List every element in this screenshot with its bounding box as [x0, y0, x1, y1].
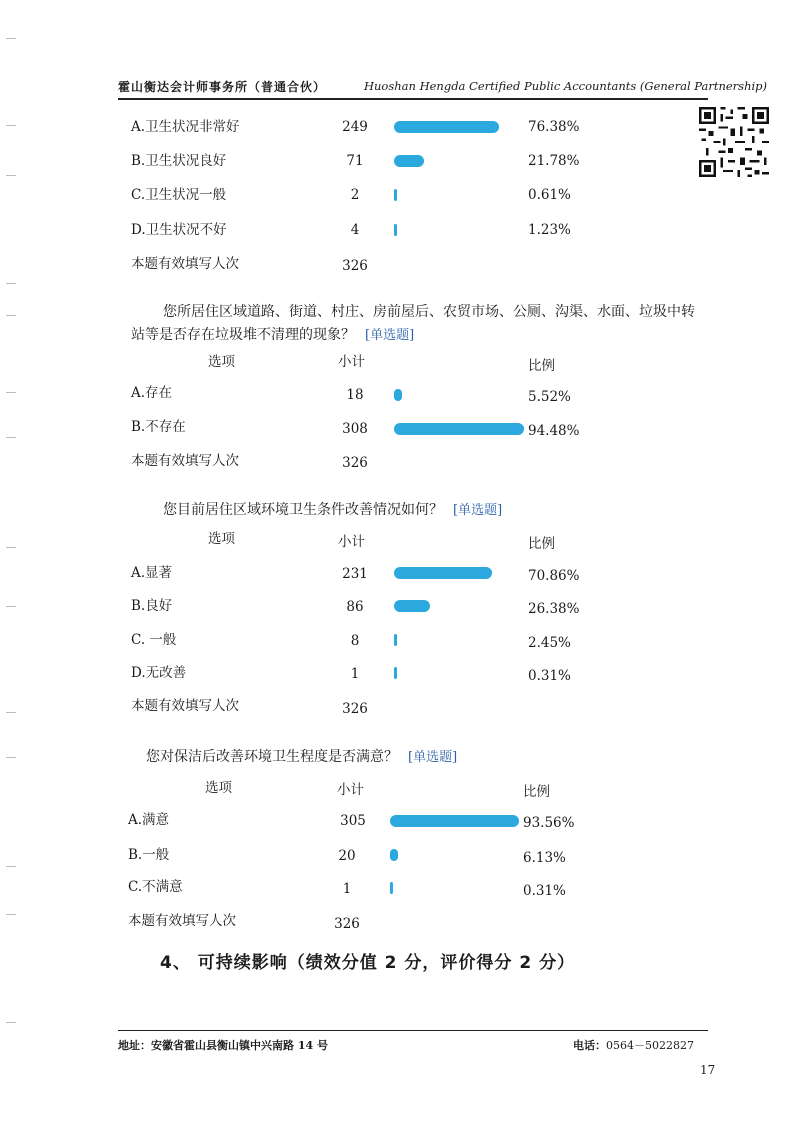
footer-divider	[118, 1030, 708, 1031]
option-percent: 76.38%	[528, 119, 580, 135]
option-bar	[394, 121, 499, 133]
option-label: A.卫生状况非常好	[131, 119, 240, 135]
option-bar	[394, 224, 397, 236]
phone-label: 电话：	[573, 1039, 606, 1052]
option-percent: 1.23%	[528, 222, 571, 238]
column-header-ratio: 比例	[528, 536, 555, 552]
column-header-option: 选项	[208, 531, 235, 547]
footer-address: 地址：安徽省霍山县衡山镇中兴南路 14 号	[118, 1039, 328, 1052]
option-count: 1	[342, 881, 352, 897]
option-percent: 21.78%	[528, 153, 580, 169]
option-bar	[394, 155, 424, 167]
question-body: 您目前居住区域环境卫生条件改善情况如何？	[163, 502, 443, 518]
question-body: 您对保洁后改善环境卫生程度是否满意？	[146, 749, 398, 765]
option-percent: 5.52%	[528, 389, 571, 405]
option-percent: 70.86%	[528, 568, 580, 584]
option-count: 305	[340, 813, 366, 829]
option-label: B.不存在	[131, 419, 186, 435]
option-percent: 2.45%	[528, 635, 571, 651]
total-label: 本题有效填写人次	[131, 453, 239, 469]
column-header-ratio: 比例	[528, 358, 555, 374]
option-count: 231	[342, 566, 368, 582]
option-bar	[394, 423, 524, 435]
option-count: 8	[350, 633, 360, 649]
option-bar	[390, 849, 398, 861]
question-text	[146, 746, 686, 769]
option-bar	[394, 389, 402, 401]
option-bar	[394, 667, 397, 679]
option-percent: 6.13%	[523, 850, 566, 866]
option-label: A.满意	[128, 812, 170, 828]
option-percent: 0.31%	[528, 668, 571, 684]
option-label: A.显著	[131, 565, 173, 581]
total-count: 326	[342, 701, 368, 717]
option-count: 71	[346, 153, 364, 169]
total-count: 326	[342, 455, 368, 471]
page-header	[118, 70, 768, 100]
total-count: 326	[342, 258, 368, 274]
option-percent: 0.31%	[523, 883, 566, 899]
phone-number: 0564－5022827	[606, 1039, 694, 1052]
option-label: A.存在	[131, 385, 173, 401]
option-count: 308	[342, 421, 368, 437]
option-count: 18	[346, 387, 364, 403]
option-percent: 93.56%	[523, 815, 575, 831]
option-bar	[394, 600, 430, 612]
option-count: 1	[350, 666, 360, 682]
page-number: 17	[700, 1063, 716, 1077]
column-header-option: 选项	[205, 780, 232, 796]
column-header-ratio: 比例	[523, 784, 550, 800]
option-count: 249	[342, 119, 368, 135]
option-percent: 0.61%	[528, 187, 571, 203]
total-label: 本题有效填写人次	[131, 698, 239, 714]
question-text	[163, 499, 703, 522]
section-heading: 4、 可持续影响（绩效分值 2 分，评价得分 2 分）	[160, 953, 576, 973]
total-count: 326	[334, 916, 360, 932]
option-label: C.不满意	[128, 879, 183, 895]
option-label: D.卫生状况不好	[131, 222, 227, 238]
firm-name-cn: 霍山衡达会计师事务所（普通合伙）	[118, 80, 327, 94]
firm-name-en: Huoshan Hengda Certified Public Accountants (General Partnership)	[364, 79, 768, 93]
option-bar	[394, 634, 397, 646]
option-bar	[394, 189, 397, 201]
question-type-tag: [单选题]	[365, 328, 415, 343]
total-label: 本题有效填写人次	[128, 913, 236, 929]
option-label: C. 一般	[131, 632, 177, 648]
option-label: B.卫生状况良好	[131, 153, 227, 169]
option-label: D.无改善	[131, 665, 187, 681]
footer-phone	[573, 1037, 694, 1053]
column-header-count: 小计	[337, 782, 364, 798]
option-count: 2	[350, 187, 360, 203]
option-count: 4	[350, 222, 360, 238]
question-text	[131, 301, 701, 347]
column-header-option: 选项	[208, 354, 235, 370]
option-bar	[394, 567, 492, 579]
question-body: 您所居住区域道路、街道、村庄、房前屋后、农贸市场、公厕、沟渠、水面、垃圾中转站等是否存在垃圾堆不清理的现象？	[131, 304, 695, 343]
option-percent: 26.38%	[528, 601, 580, 617]
option-label: C.卫生状况一般	[131, 187, 227, 203]
option-label: B.一般	[128, 847, 170, 863]
option-count: 86	[346, 599, 364, 615]
total-label: 本题有效填写人次	[131, 256, 239, 272]
question-type-tag: [单选题]	[408, 750, 458, 765]
option-percent: 94.48%	[528, 423, 580, 439]
qr-code-icon	[699, 107, 769, 177]
option-bar	[390, 815, 519, 827]
option-count: 20	[338, 848, 356, 864]
option-bar	[390, 882, 393, 894]
option-label: B.良好	[131, 598, 173, 614]
column-header-count: 小计	[338, 534, 365, 550]
column-header-count: 小计	[338, 354, 365, 370]
question-type-tag: [单选题]	[453, 503, 503, 518]
